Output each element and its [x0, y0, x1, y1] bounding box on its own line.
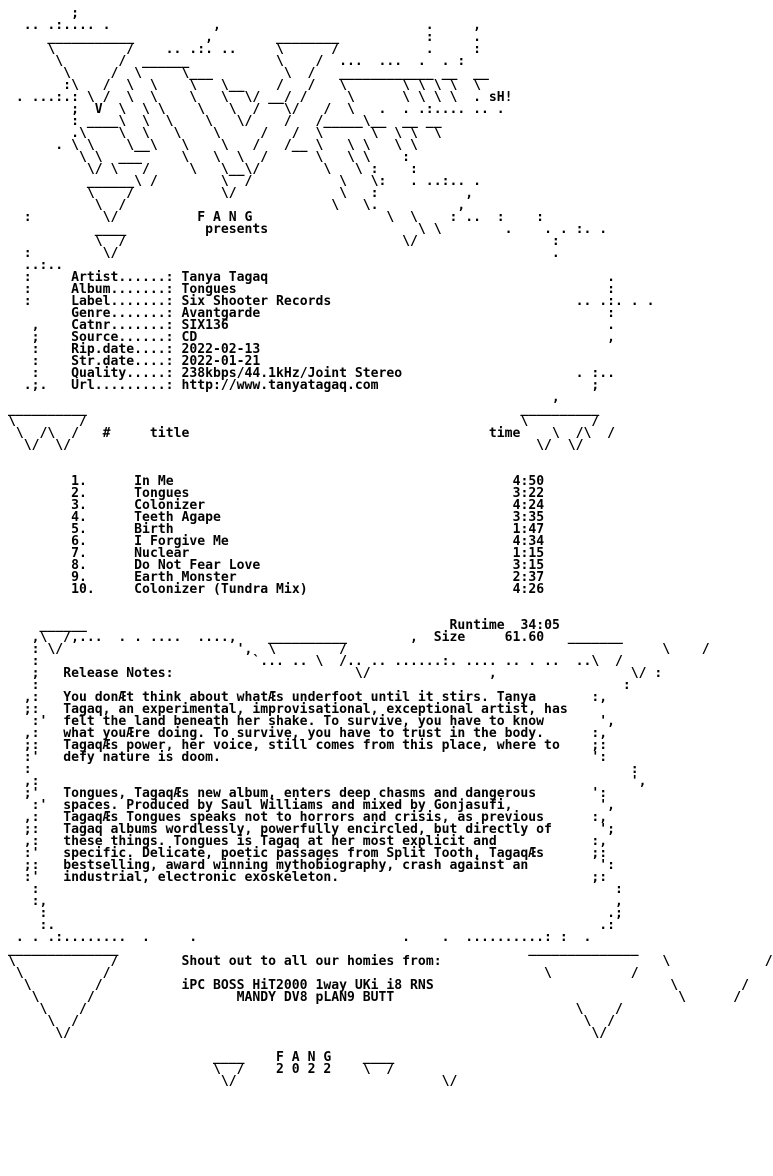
nfo-field-notes-para1-1: Tagaq, an experimental, improvisational, exceptional artist, has: [63, 702, 568, 717]
nfo-field-tracklist-headers-time: time: [488, 426, 521, 441]
nfo-field-document-group: F A N G: [197, 210, 253, 225]
nfo-field-info-quality: 238kbps/44.1kHz/Joint Stereo: [181, 366, 403, 381]
nfo-field-tracklist-tracks-5-num: 6.: [71, 534, 87, 549]
nfo-field-info-catnr: SIX136: [181, 318, 229, 333]
nfo-field-tracklist-tracks-1-num: 2.: [71, 486, 87, 501]
nfo-field-notes-para1-5: defy nature is doom.: [63, 750, 221, 765]
nfo-line: ;' Tongues, TagaqÆs new album, enters deep chasms and dangerous ':: [8, 786, 608, 801]
nfo-line: \ / \/ :: [8, 234, 560, 249]
nfo-field-tracklist-tracks-3-title: Teeth Agape: [134, 510, 221, 525]
nfo-line: \ / .. .:. .. \ / . :: [8, 42, 481, 57]
nfo-line: \/ \/ \/ \/: [8, 438, 584, 453]
nfo-line: [8, 596, 773, 608]
nfo-field-tracklist-size: 61.60: [504, 630, 545, 645]
nfo-line: \ / \ /: [8, 414, 600, 429]
nfo-line: \ / 2 0 2 2 \ /: [8, 1062, 395, 1077]
nfo-field-tracklist-tracks-7-time: 3:15: [512, 558, 545, 573]
nfo-field-tracklist-tracks-3-time: 3:35: [512, 510, 545, 525]
nfo-line: :' felt the land beneath her shake. To survive, you have to know ',: [8, 714, 616, 729]
nfo-line: ..:..: [8, 258, 64, 273]
nfo-field-tracklist-tracks-0-time: 4:50: [512, 474, 545, 489]
nfo-line: : :: [8, 762, 639, 777]
nfo-line: : Rip.date....: 2022-02-13: [8, 342, 261, 357]
nfo-field-info-artist: Tanya Tagaq: [181, 270, 269, 285]
nfo-field-greets-line2: MANDY DV8 pLAN9 BUTT: [236, 990, 395, 1005]
nfo-field-tracklist-tracks-2-time: 4:24: [512, 498, 545, 513]
nfo-line: : \/ F A N G \ \ : .. : :: [8, 210, 545, 225]
nfo-line: : .;: [8, 906, 623, 921]
nfo-field-tracklist-tracks-5-time: 4:34: [512, 534, 545, 549]
nfo-line: : Str.date....: 2022-01-21: [8, 354, 261, 369]
nfo-line: ______ Runtime 34:05: [8, 618, 560, 633]
nfo-field-tracklist-tracks-2-title: Colonizer: [134, 498, 206, 513]
nfo-line: :' defy nature is doom. ':: [8, 750, 608, 765]
nfo-field-tracklist-tracks-9-title: Colonizer (Tundra Mix): [134, 582, 308, 597]
nfo-line: , Catnr.......: SIX136 .: [8, 318, 616, 333]
nfo-field-notes-para1-4: TagaqÆs power, her voice, still comes from this place, where to: [63, 738, 560, 753]
nfo-line: .. .:.... . , . ,: [8, 18, 481, 33]
nfo-field-greets-intro: Shout out to all our homies from:: [181, 954, 442, 969]
nfo-field-info-strdate: 2022-01-21: [181, 354, 261, 369]
nfo-line: ______________ ______________: [8, 942, 639, 957]
nfo-field-info-quality_label: Quality.....:: [71, 366, 174, 381]
nfo-line: [8, 584, 773, 596]
nfo-line: ,: You donÆt think about whatÆs underfoot until it stirs. Tanya :,: [8, 690, 608, 705]
nfo-field-notes-para1-0: You donÆt think about whatÆs underfoot until it stirs. Tanya: [63, 690, 537, 705]
nfo-line: __________ __________: [8, 402, 600, 417]
nfo-line: ____ presents \ \ . . . :. .: [8, 222, 608, 237]
nfo-field-info-source: CD: [181, 330, 198, 345]
nfo-field-info-url[interactable]: http://www.tanyatagaq.com: [181, 378, 379, 393]
nfo-line: \ / \ /: [8, 966, 639, 981]
nfo-field-tracklist-tracks-3-num: 4.: [71, 510, 87, 525]
nfo-line: ,: ',: [8, 774, 647, 789]
nfo-line: ;: Tagaq albums wordlessly, powerfully encircled, but directly of ';: [8, 822, 616, 837]
nfo-line: . \ \ \__\ \ \ / /__ \ \ \ \ \: [8, 138, 418, 153]
nfo-line: \/ \/: [8, 1026, 608, 1041]
nfo-field-tracklist-tracks-6-title: Nuclear: [134, 546, 190, 561]
nfo-field-info-label_label: Label.......:: [71, 294, 174, 309]
nfo-field-info-strdate_label: Str.date....:: [71, 354, 174, 369]
nfo-line: ,: what youÆre doing. To survive, you have to trust in the body. :,: [8, 726, 608, 741]
nfo-field-tracklist-tracks-9-time: 4:26: [512, 582, 545, 597]
nfo-line: \ / Shout out to all our homies from: \ /: [8, 954, 773, 969]
nfo-line: \ / MANDY DV8 pLAN9 BUTT \ /: [8, 990, 742, 1005]
nfo-line: \ / \ \. ,: [8, 198, 466, 213]
nfo-field-tracklist-tracks-8-title: Earth Monster: [134, 570, 237, 585]
nfo-line: ,\ /,... . . .... ...., __________ , Size 61.60 _______: [8, 630, 623, 645]
nfo-line: ,: these things. Tongues is Tagaq at her most explicit and :,: [8, 834, 608, 849]
nfo-field-info-url_label: Url.........:: [71, 378, 174, 393]
nfo-line: : \/ ', \ / \ /: [8, 642, 710, 657]
nfo-line: . ...:.: \ / \ \ \ \ \/ __/ / \ \ \ \ \ . sH!: [8, 90, 513, 105]
nfo-field-tracklist-tracks-8-num: 9.: [71, 570, 87, 585]
nfo-line: :' spaces. Produced by Saul Williams and mixed by Gonjasufi, ',: [8, 798, 616, 813]
nfo-field-info-ripdate: 2022-02-13: [181, 342, 261, 357]
nfo-field-info-album: Tongues: [181, 282, 237, 297]
nfo-line: \/ \/: [8, 1074, 458, 1089]
nfo-line: ;: TagaqÆs power, her voice, still comes from this place, where to ;:: [8, 738, 608, 753]
nfo-field-notes-para2-2: TagaqÆs Tongues speaks not to horrors and crisis, as previous: [63, 810, 545, 825]
nfo-line: ;: Tagaq, an experimental, improvisational, exceptional artist, has: [8, 702, 568, 717]
nfo-line: :' industrial, electronic exoskeleton. ;:: [8, 870, 608, 885]
nfo-line: : :: [8, 678, 631, 693]
nfo-field-tracklist-tracks-6-num: 7.: [71, 546, 87, 561]
nfo-line: ; V \ \ \ \ \ / \/ / \ . . .:.... .. .: [8, 102, 505, 117]
nfo-field-tracklist-tracks-1-time: 3:22: [512, 486, 545, 501]
nfo-field-tracklist-tracks-4-num: 5.: [71, 522, 87, 537]
nfo-line: :, ,: [8, 894, 623, 909]
nfo-field-info-label: Six Shooter Records: [181, 294, 332, 309]
nfo-field-tracklist-tracks-0-num: 1.: [71, 474, 87, 489]
nfo-field-tracklist-runtime_label: Runtime: [449, 618, 505, 633]
nfo-field-tracklist-size_label: Size: [433, 630, 466, 645]
nfo-line: \ / \ /: [8, 1002, 623, 1017]
nfo-line: \ \ ___ \ \ \ / \ \ \ :: [8, 150, 411, 165]
nfo-line: ; Source......: CD ,: [8, 330, 616, 345]
nfo-field-tracklist-tracks-4-title: Birth: [134, 522, 174, 537]
nfo-line: :. .:: [8, 918, 615, 933]
nfo-field-info-genre_label: Genre.......:: [71, 306, 174, 321]
nfo-line: .;. Url.........: http://www.tanyatagaq.com ;: [8, 378, 600, 393]
nfo-line: : \/ .: [8, 246, 560, 261]
nfo-field-tracklist-tracks-2-num: 3.: [71, 498, 87, 513]
nfo-field-document-presents: presents: [205, 222, 269, 237]
nfo-field-tracklist-tracks-8-time: 2:37: [512, 570, 545, 585]
nfo-line: ,: TagaqÆs Tongues speaks not to horrors and crisis, as previous :,: [8, 810, 608, 825]
nfo-field-info-ripdate_label: Rip.date....:: [71, 342, 174, 357]
nfo-field-tracklist-tracks-6-time: 1:15: [512, 546, 545, 561]
nfo-line: ; Release Notes: \/ , \/ :: [8, 666, 663, 681]
nfo-field-tracklist-tracks-9-num: 10.: [71, 582, 95, 597]
nfo-field-notes-para1-3: what youÆre doing. To survive, you have to trust in the body.: [63, 726, 545, 741]
nfo-line: ;: [8, 6, 79, 21]
nfo-document: [8, 8, 773, 1088]
nfo-line: \/ \ / \ \__\/ \ \ : :: [8, 162, 418, 177]
nfo-line: :' specific. Delicate, poetic passages from Split Tooth, TagaqÆs ;:: [8, 846, 608, 861]
nfo-field-tracklist-tracks-1-title: Tongues: [134, 486, 190, 501]
nfo-field-notes-para2-3: Tagaq albums wordlessly, powerfully encircled, but directly of: [63, 822, 552, 837]
nfo-field-notes-para2-4: these things. Tongues is Tagaq at her most explicit and: [63, 834, 497, 849]
nfo-line: : Quality.....: 238kbps/44.1kHz/Joint Stereo . :..: [8, 366, 616, 381]
nfo-line: [8, 452, 773, 464]
nfo-field-tracklist-tracks-7-title: Do Not Fear Love: [134, 558, 261, 573]
nfo-field-tracklist-tracks-0-title: In Me: [134, 474, 174, 489]
nfo-field-notes-heading: Release Notes:: [63, 666, 174, 681]
nfo-field-tracklist-tracks-4-time: 1:47: [512, 522, 545, 537]
nfo-line: : Label.......: Six Shooter Records .. .:. . .: [8, 294, 655, 309]
nfo-line: . . .:........ . . . . ..........: : .: [8, 930, 592, 945]
nfo-line: : `... .. \ /.. .. ......:. .... .. . .. ..\ /: [8, 654, 623, 669]
nfo-field-tracklist-tracks-5-title: I Forgive Me: [134, 534, 229, 549]
nfo-field-document-art_tag: sH!: [488, 90, 513, 105]
nfo-line: Genre.......: Avantgarde :: [71, 306, 616, 321]
nfo-field-info-source_label: Source......:: [71, 330, 174, 345]
nfo-field-notes-para2-0: Tongues, TagaqÆs new album, enters deep chasms and dangerous: [63, 786, 537, 801]
nfo-line: : ____\ \ \ \ \/ / /_____\__ __ __: [8, 114, 442, 129]
nfo-field-info-album_label: Album.......:: [71, 282, 174, 297]
nfo-field-notes-para2-1: spaces. Produced by Saul Williams and mixed by Gonjasufi,: [63, 798, 513, 813]
nfo-line: \ / \ \___ \ / ____________ __ __: [8, 66, 489, 81]
nfo-line: ___________ , ________ : .: [8, 30, 481, 45]
nfo-field-tracklist-headers-num: #: [102, 426, 111, 441]
nfo-field-tracklist-headers-title: title: [149, 426, 190, 441]
nfo-field-notes-para2-5: specific. Delicate, poetic passages from Split Tooth, TagaqÆs: [63, 846, 545, 861]
nfo-field-notes-para2-6: bestselling, award winning mythobiography, crash against an: [63, 858, 529, 873]
nfo-line: \ / ______ \ / ... ... . . :: [8, 54, 466, 69]
nfo-field-info-artist_label: Artist......:: [71, 270, 174, 285]
nfo-line: \ /\ / # title time \ /\ /: [8, 426, 616, 441]
nfo-field-document-signoff_year: 2 0 2 2: [276, 1062, 332, 1077]
nfo-field-document-signoff_group: F A N G: [276, 1050, 332, 1065]
nfo-line: \ / \/ \ : ,: [8, 186, 474, 201]
nfo-line: \ / iPC BOSS HiT2000 1way UKi i8 RNS \ /: [8, 978, 750, 993]
nfo-line: : :: [8, 882, 623, 897]
nfo-line: \ / \ /: [8, 1014, 615, 1029]
nfo-line: ;: bestselling, award winning mythobiography, crash against an ':: [8, 858, 616, 873]
nfo-line: :\ / \ \ \ \__ / / \ \ \ \ \ \: [8, 78, 481, 93]
nfo-field-notes-para2-7: industrial, electronic exoskeleton.: [63, 870, 340, 885]
nfo-field-info-catnr_label: Catnr.......:: [71, 318, 174, 333]
nfo-line: : Album.......: Tongues :: [8, 282, 616, 297]
nfo-line: .\ \ \ \ \ / / \ \ \ \ \: [8, 126, 442, 141]
nfo-line: ______\ / \ / \ \: . ..:.. .: [8, 174, 481, 189]
nfo-line: : Artist......: Tanya Tagaq .: [8, 270, 616, 285]
nfo-field-greets-line1: iPC BOSS HiT2000 1way UKi i8 RNS: [181, 978, 434, 993]
nfo-field-info-genre: Avantgarde: [181, 306, 261, 321]
nfo-field-tracklist-runtime: 34:05: [520, 618, 560, 633]
nfo-line: ,: [8, 390, 560, 405]
nfo-line: ____ F A N G ____: [8, 1050, 395, 1065]
nfo-field-notes-para1-2: felt the land beneath her shake. To survive, you have to know: [63, 714, 545, 729]
nfo-field-tracklist-tracks-7-num: 8.: [71, 558, 87, 573]
